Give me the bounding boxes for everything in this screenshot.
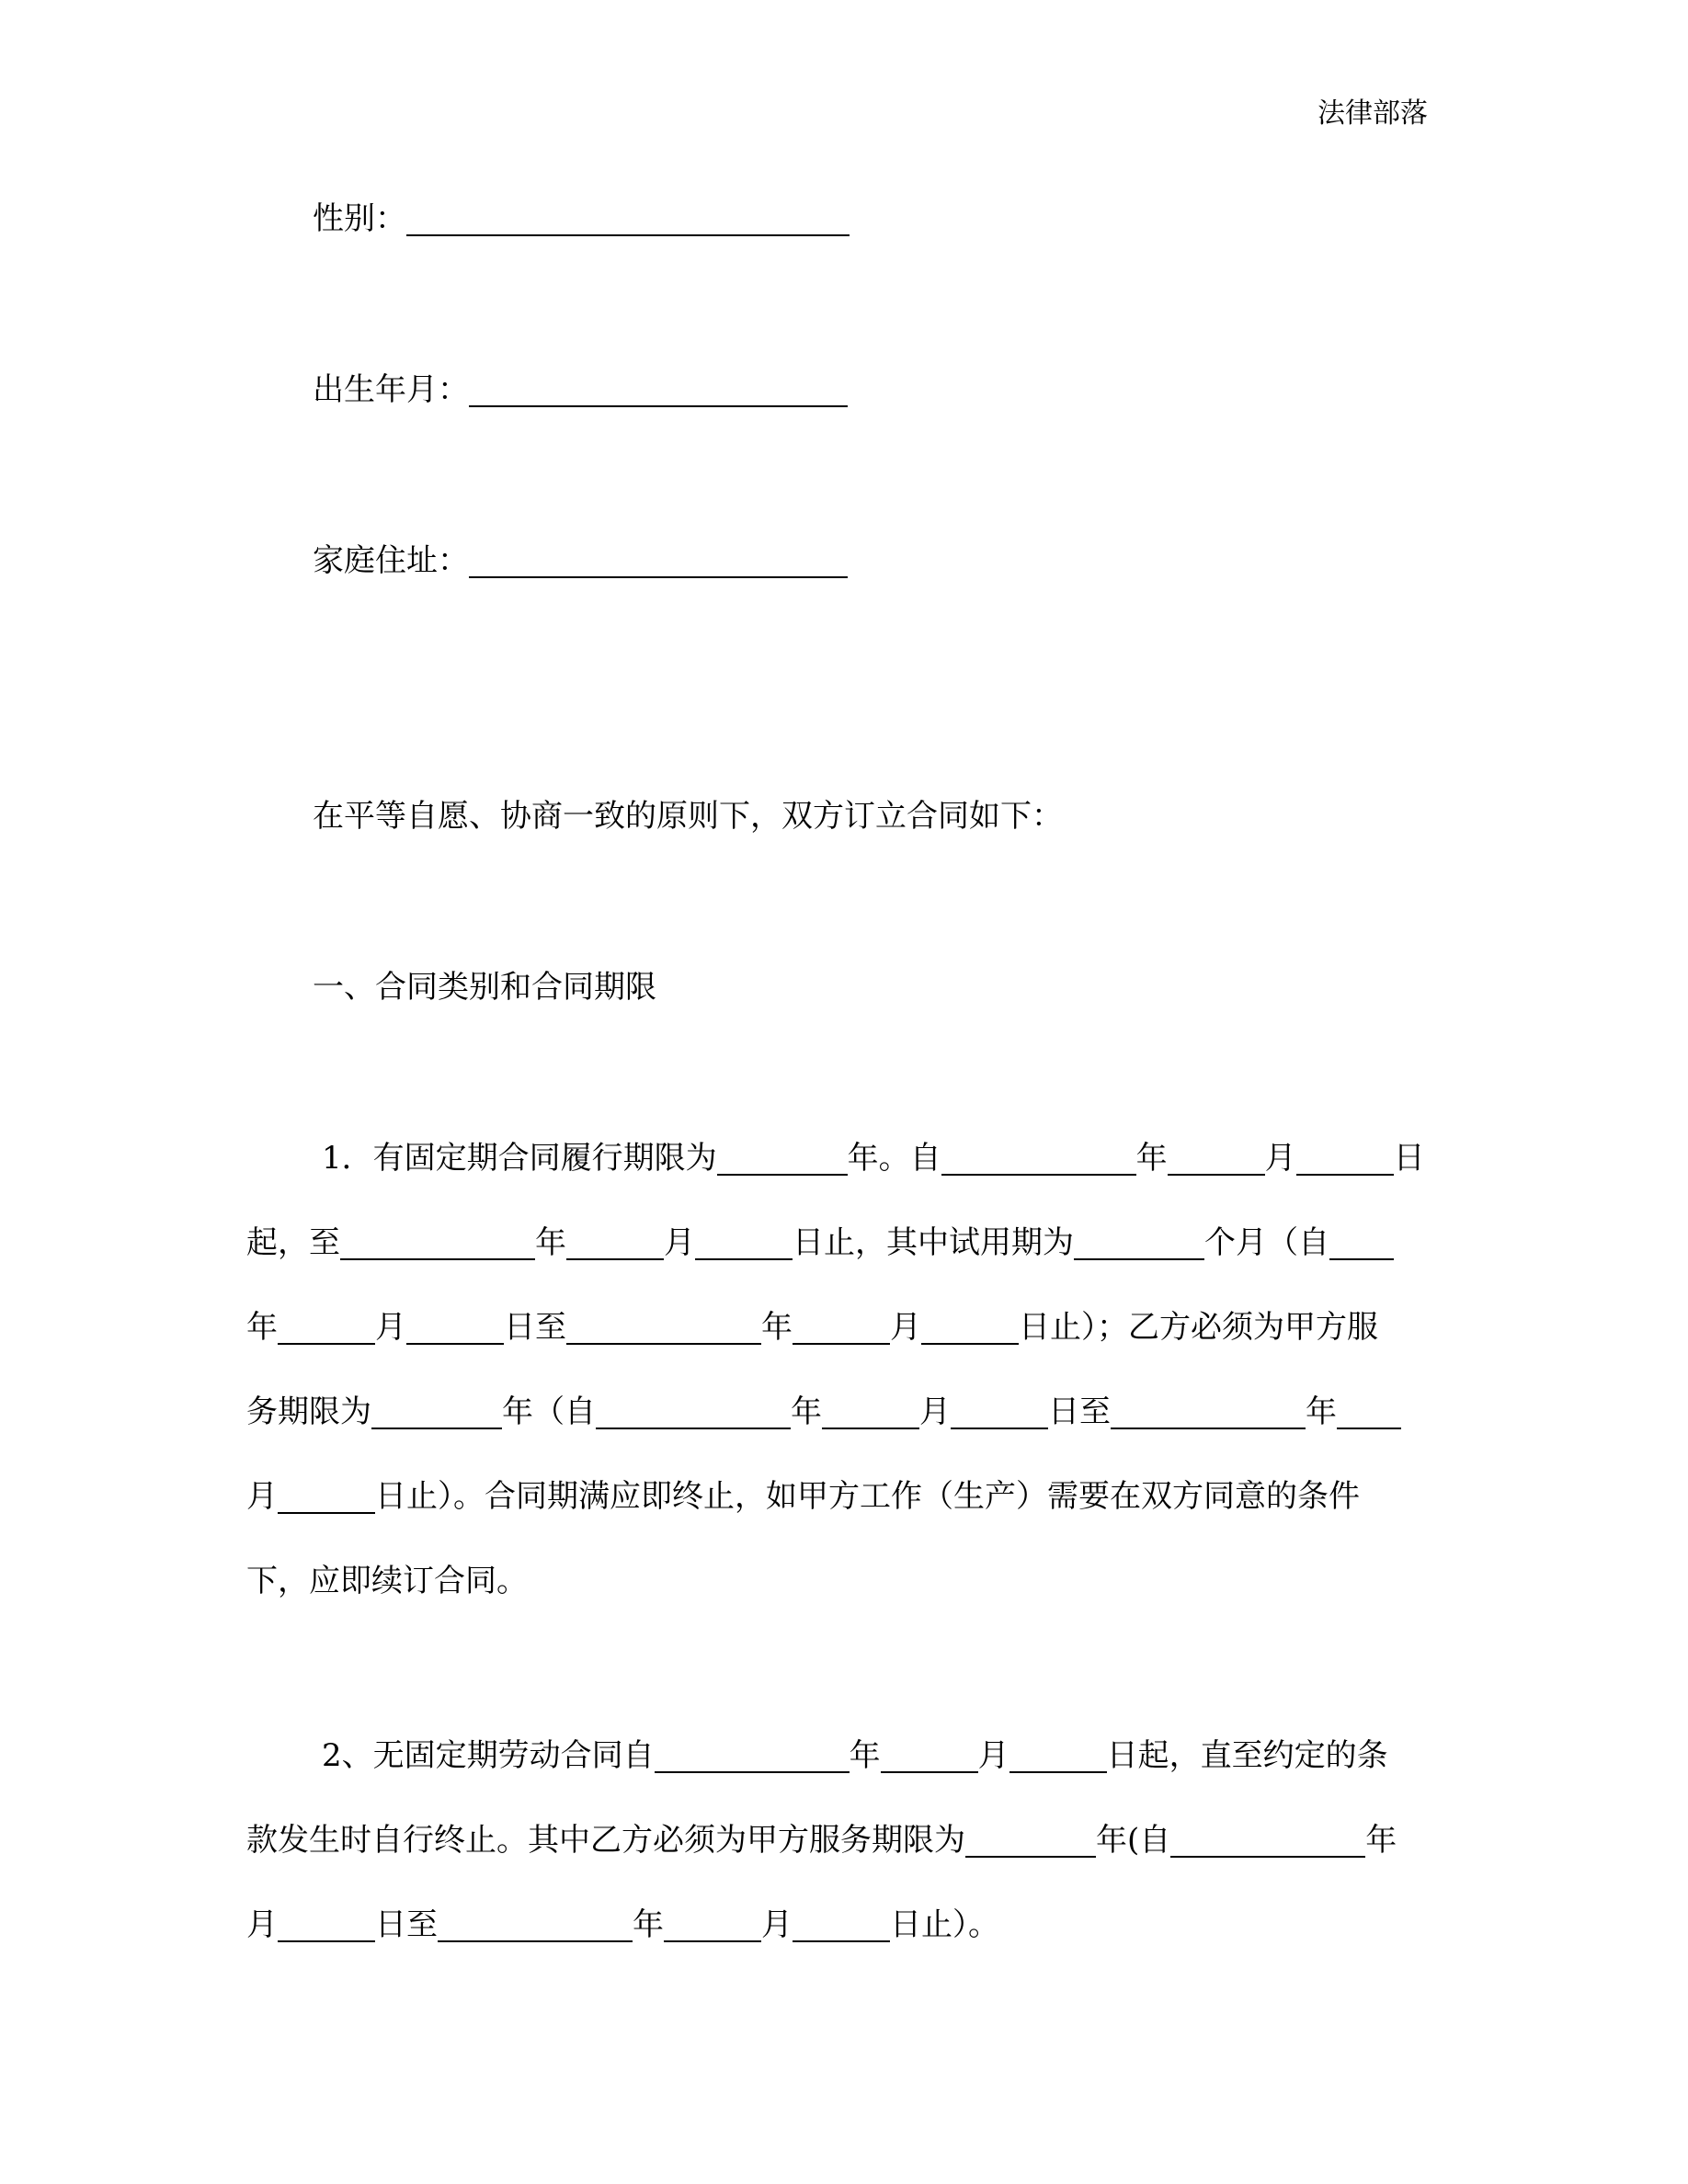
blank[interactable] bbox=[655, 1740, 850, 1773]
clause-text: 年 bbox=[1306, 1393, 1337, 1430]
clause-text: 月 bbox=[919, 1393, 951, 1430]
clause-text: 日至 bbox=[1048, 1393, 1111, 1430]
gender-blank[interactable] bbox=[406, 203, 850, 236]
clause-text: 日止）；乙方必须为甲方服 bbox=[1019, 1309, 1378, 1346]
blank[interactable] bbox=[1329, 1227, 1394, 1260]
clause-text: 年 bbox=[633, 1906, 664, 1943]
gender-field bbox=[313, 199, 850, 239]
clause-text: 年 bbox=[1135, 1140, 1168, 1177]
intro-text: 在平等自愿、协商一致的原则下，双方订立合同如下： bbox=[313, 798, 1063, 835]
gender-label: 性别： bbox=[313, 200, 406, 237]
blank[interactable] bbox=[596, 1396, 791, 1429]
clause-text: 日止）。 bbox=[890, 1906, 999, 1943]
blank[interactable] bbox=[566, 1227, 664, 1260]
blank[interactable] bbox=[1337, 1396, 1401, 1429]
blank[interactable] bbox=[1170, 1825, 1365, 1858]
clause-2-line-3 bbox=[246, 1905, 999, 1945]
clause-text: 年。自 bbox=[847, 1140, 941, 1177]
blank[interactable] bbox=[278, 1909, 375, 1942]
clause-text: 务期限为 bbox=[246, 1393, 371, 1430]
blank[interactable] bbox=[695, 1227, 793, 1260]
blank[interactable] bbox=[406, 1312, 504, 1345]
clause-text: 日止）。合同期满应即终止，如甲方工作（生产）需要在双方同意的条件 bbox=[375, 1478, 1360, 1515]
blank[interactable] bbox=[1296, 1143, 1394, 1176]
blank[interactable] bbox=[1111, 1396, 1306, 1429]
blank[interactable] bbox=[822, 1396, 919, 1429]
clause-text: 月 bbox=[890, 1309, 921, 1346]
clause-1-line-6: 下，应即续订合同。 bbox=[246, 1563, 528, 1599]
blank[interactable] bbox=[340, 1227, 535, 1260]
clause-text: 年 bbox=[1365, 1822, 1397, 1859]
clause-2-line-1 bbox=[322, 1735, 1388, 1776]
blank[interactable] bbox=[965, 1825, 1096, 1858]
clause-1-line-3 bbox=[246, 1307, 1378, 1348]
clause-text: 年（自 bbox=[502, 1393, 596, 1430]
clause-text: 起，至 bbox=[246, 1224, 340, 1261]
clause-2-line-2 bbox=[246, 1820, 1397, 1860]
clause-text: 年 bbox=[791, 1393, 822, 1430]
blank[interactable] bbox=[951, 1396, 1048, 1429]
clause-1-line-4 bbox=[246, 1392, 1401, 1432]
clause-text: 年 bbox=[535, 1224, 566, 1261]
clause-1-line-2 bbox=[246, 1223, 1394, 1263]
clause-text: 月 bbox=[246, 1906, 278, 1943]
blank[interactable] bbox=[793, 1909, 890, 1942]
clause-text: 年 bbox=[761, 1309, 793, 1346]
clause-text: 年 bbox=[246, 1309, 278, 1346]
birth-field bbox=[313, 370, 848, 410]
clause-text: 日起，直至约定的条 bbox=[1106, 1737, 1388, 1774]
blank[interactable] bbox=[881, 1740, 978, 1773]
blank[interactable] bbox=[278, 1312, 375, 1345]
blank[interactable] bbox=[1074, 1227, 1204, 1260]
clause-text: 月 bbox=[246, 1478, 278, 1515]
clause-text: 月 bbox=[761, 1906, 793, 1943]
blank[interactable] bbox=[1168, 1143, 1265, 1176]
birth-blank[interactable] bbox=[469, 374, 848, 407]
clause-text: 2、无固定期劳动合同自 bbox=[322, 1737, 655, 1774]
clause-text: 日 bbox=[1393, 1140, 1425, 1177]
blank[interactable] bbox=[717, 1143, 848, 1176]
clause-text: 日至 bbox=[504, 1309, 566, 1346]
clause-text: 年 bbox=[849, 1737, 881, 1774]
clause-text: 日至 bbox=[375, 1906, 438, 1943]
blank[interactable] bbox=[793, 1312, 890, 1345]
clause-text: 个月（自 bbox=[1204, 1224, 1329, 1261]
blank[interactable] bbox=[278, 1481, 375, 1514]
clause-text: 月 bbox=[1264, 1140, 1296, 1177]
header-source: 法律部落 bbox=[1317, 97, 1428, 130]
blank[interactable] bbox=[438, 1909, 633, 1942]
clause-text: 月 bbox=[977, 1737, 1009, 1774]
address-field bbox=[313, 540, 848, 581]
blank[interactable] bbox=[371, 1396, 502, 1429]
birth-label: 出生年月： bbox=[313, 371, 469, 408]
blank[interactable] bbox=[664, 1909, 761, 1942]
section-1-title: 一、合同类别和合同期限 bbox=[313, 969, 656, 1006]
clause-text: 日止，其中试用期为 bbox=[793, 1224, 1074, 1261]
clause-text: 月 bbox=[664, 1224, 695, 1261]
blank[interactable] bbox=[566, 1312, 761, 1345]
clause-1-line-1 bbox=[322, 1138, 1425, 1178]
address-blank[interactable] bbox=[469, 545, 848, 578]
clause-text: 1．有固定期合同履行期限为 bbox=[322, 1140, 717, 1177]
blank[interactable] bbox=[941, 1143, 1136, 1176]
blank[interactable] bbox=[921, 1312, 1019, 1345]
clause-text: 款发生时自行终止。其中乙方必须为甲方服务期限为 bbox=[246, 1822, 965, 1859]
address-label: 家庭住址： bbox=[313, 542, 469, 579]
clause-text: 年(自 bbox=[1096, 1822, 1171, 1859]
clause-text: 月 bbox=[375, 1309, 406, 1346]
clause-1-line-5 bbox=[246, 1476, 1360, 1517]
blank[interactable] bbox=[1009, 1740, 1107, 1773]
